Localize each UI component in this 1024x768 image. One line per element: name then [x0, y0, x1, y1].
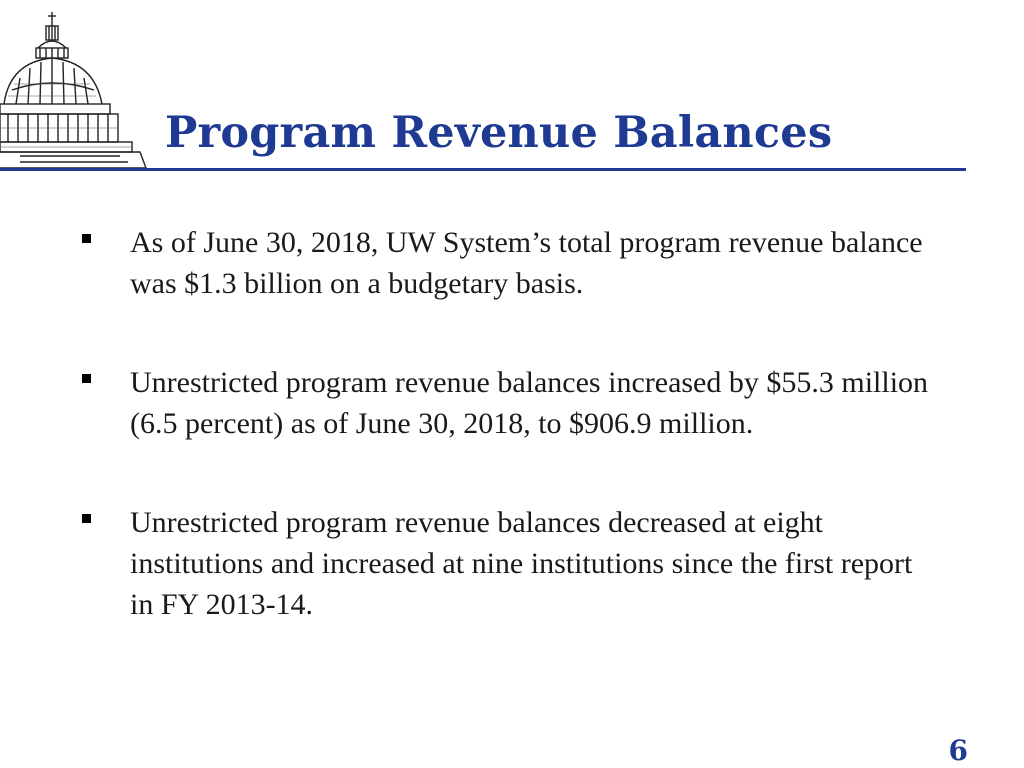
page-number: 6 [948, 734, 968, 767]
bullet-list [80, 222, 940, 683]
bullet-text: Unrestricted program revenue balances increased by $55.3 million (6.5 percent) as of June 30, 2018, to $906.9 million. [130, 366, 929, 440]
square-bullet-icon [82, 234, 91, 243]
square-bullet-icon [82, 514, 91, 523]
bullet-item [80, 502, 940, 625]
title-underline [0, 168, 966, 171]
capitol-dome-logo [0, 8, 148, 170]
bullet-item [80, 362, 940, 444]
bullet-text: As of June 30, 2018, UW System’s total program revenue balance was $1.3 billion on a budgetary basis. [130, 226, 923, 300]
slide-title: Program Revenue Balances [165, 108, 833, 158]
square-bullet-icon [82, 374, 91, 383]
bullet-text: Unrestricted program revenue balances decreased at eight institutions and increased at nine institutions since the first report in FY 2013-14. [130, 506, 913, 621]
bullet-item [80, 222, 940, 304]
